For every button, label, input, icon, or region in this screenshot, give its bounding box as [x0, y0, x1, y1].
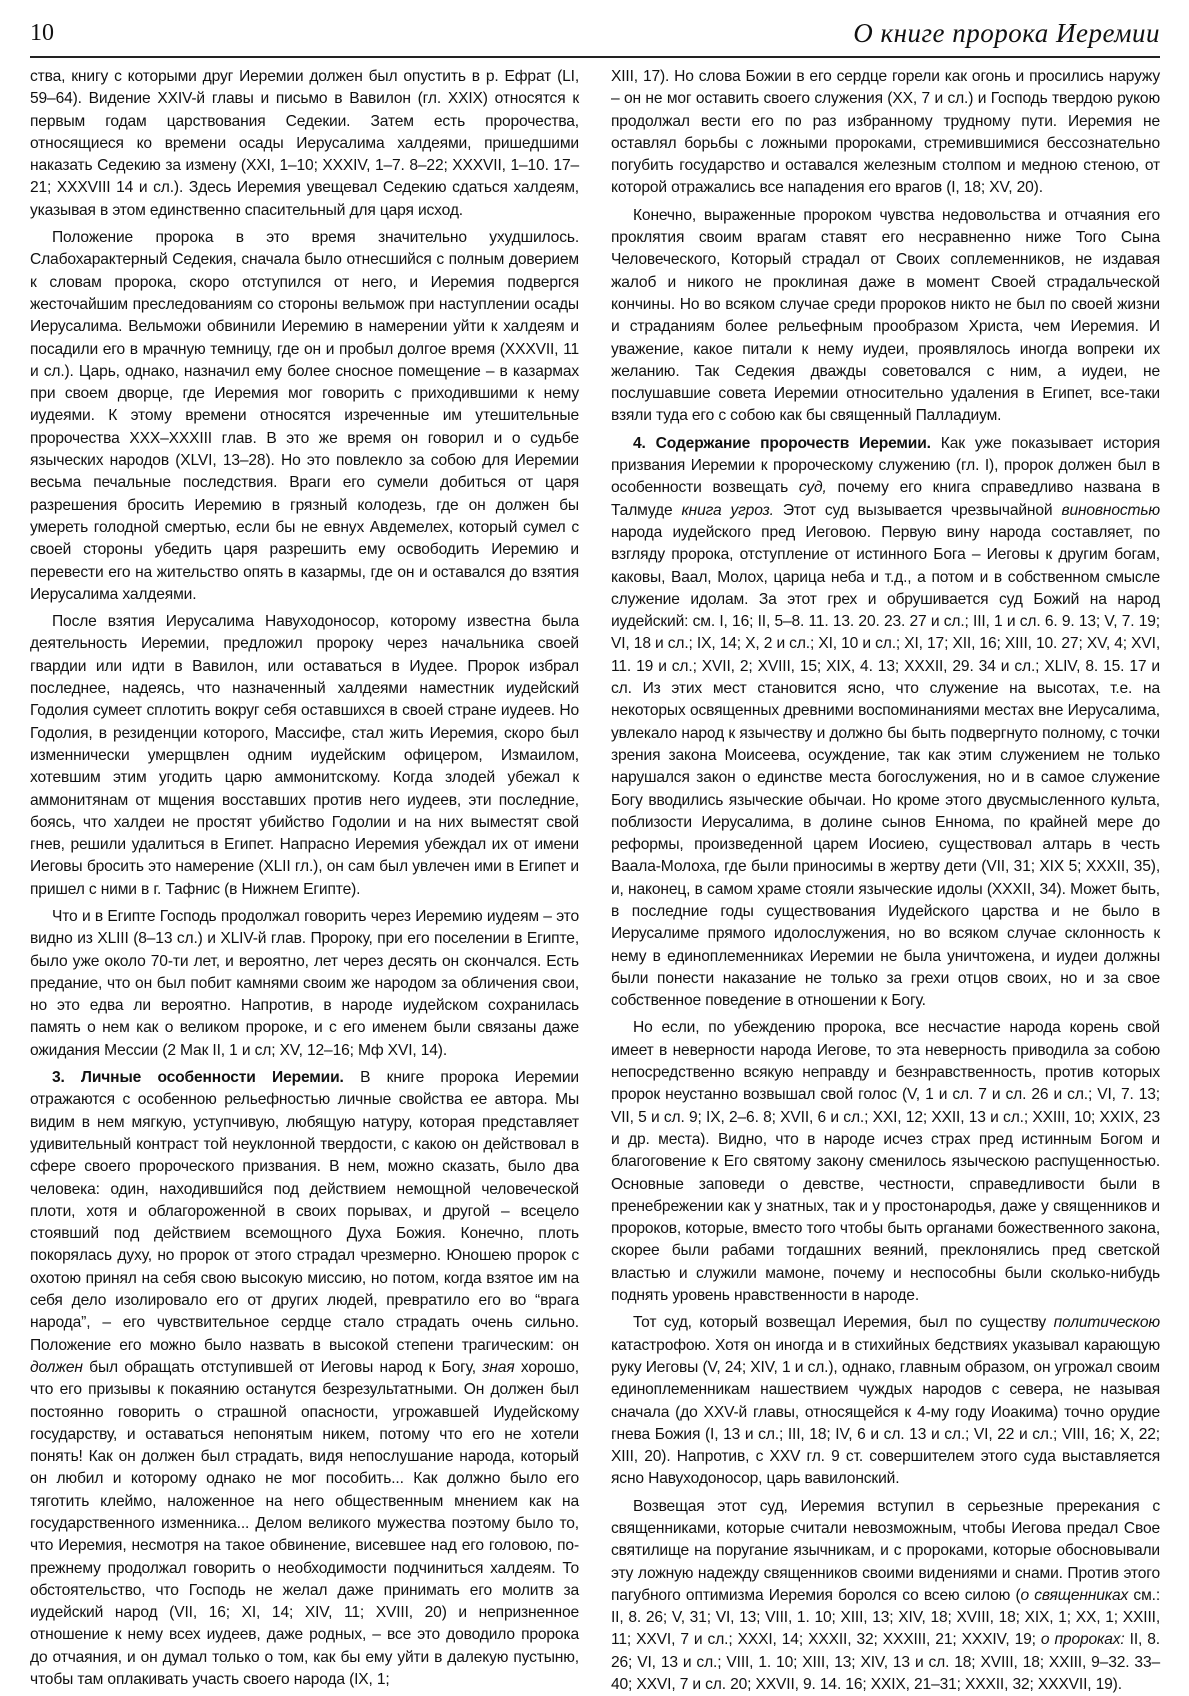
text-run: народа иудейского пред Иеговою. Первую вину народа составляет, по взгляду пророка, отступление от истинного Бога – Иеговы к другим богам, каковы, Ваал, Молох, царица неба и т.д., а потом и в собственном смысле служение идолам. За этот грех и обрушивается суд Божий на народ иудейский: см. I, 16; II, 5–8. 11. 13. 20. 23. 27 и сл.; III, 1 и сл. 6. 9. 13; V, 7. 19; VI, 18 и сл.; IX, 14; X, 2 и сл.; XI, 10 и сл.; XI, 17; XII, 16; XIII, 10. 27; XV, 4; XVI, 11. 19 и сл.; XVII, 2; XVIII, 15; XIX, 4. 13; XXXII, 29. 34 и сл.; XLIV, 8. 15. 17 и сл. Из этих мест становится ясно, что служение на высотах, т.е. на некоторых освященных древними воспоминаниями местах вне Иерусалима, увлекало народ к язычеству и должно бы быть подвергнуто полному, с точки зрения закона Моисеева, осуждение, так как этим служением не только нарушался закон о единстве места богослужения, но и в самое служение Богу вводились языческие обычаи. Но кроме этого двусмысленного культа, поблизости Иерусалима, в долине сынов Еннома, по крайней мере до реформы, произведенной царем Иосиею, существовал алтарь в честь Ваала-Молоха, где были приносимы в жертву дети (VII, 31; XIX 5; XXXII, 35), и, наконец, в самом храме стояли языческие идолы (XXXII, 34). Может быть, в последние годы существования Иудейского царства и не было в Иерусалиме прямого идолослужения, но во всяком случае склонность к нему в единоплеменниках Иеремии не была уничтожена, и иудеи должны были понести наказание не только за грехи отцов своих, но и за свое собственное поведение в отношении к Богу.	[611, 523, 1161, 1010]
text-run: был обращать отступившей от Иеговы народ к Богу,	[82, 1358, 483, 1376]
text-run: Тот суд, который возвещал Иеремия, был по существу	[633, 1314, 1054, 1332]
text-run: Как уже показывает история призвания Иеремии к пророческому служению (гл. I), пророк должен был в особенности возвещать	[611, 434, 1160, 497]
right-column	[611, 66, 1161, 1694]
italic-run: книга угроз.	[681, 501, 774, 519]
text-run: В книге пророка Иеремии отражаются с особенною рельефностью личные свойства ее автора. Мы видим в нем мягкую, уступчивую, любящую натуру, которая представляет удивительный контраст той неуклонной твердости, с какою он действовал в сфере своего пророческого призвания. В нем, можно сказать, было два человека: один, находившийся под действием немощной человеческой плоти, хотя и облагороженной в своих порывах, и другой – всецело стоявший под действием всемощного Духа Божия. Конечно, плоть покорялась духу, но пророк от этого страдал чрезмерно. Юношею пророк с охотою принял на себя свою высокую миссию, но потом, когда взятое им на себя дело изолировало его от других людей, превратило его во “врага народа”, – его чувствительное сердце стало страдать очень сильно. Положение его можно было назвать в высокой степени трагическим: он	[30, 1069, 579, 1354]
section-4-paragraph	[611, 433, 1160, 1013]
italic-run: зная	[482, 1358, 515, 1376]
text-run: II, 8. 26; VI, 13 и сл.; VIII, 1. 10; XIII, 13; XIV, 13 и сл. 18; XVIII, 18; XXIII, 9–32. 33–40; XXVI, 7 и сл. 20; XXVII, 9. 14. 16; XXIX, 21–31; XXXII, 32; XXXVII, 19).	[611, 1631, 1160, 1694]
paragraph: После взятия Иерусалима Навуходоносор, которому известна была деятельность Иеремии, предложил пророку через начальника своей гвардии или идти в Вавилон, или оставаться в Иудее. Пророк избрал последнее, надеясь, что назначенный халдеями наместник иудейский Годолия сумеет сплотить вокруг себя оставшихся в своей стране иудеев. Но Годолия, в резиденции которого, Массифе, стал жить Иеремия, скоро был изменнически умерщвлен одним иудейским офицером, Измаилом, хотевшим этим угодить царю аммонитскому. Когда злодей убежал к аммонитянам от мщения восставших против него иудеев, эти последние, боясь, что халдеи не простят убийство Годолии и на них выместят свой гнев, решили удалиться в Египет. Напрасно Иеремия убеждал их от имени Иеговы бросить это намерение (XLII гл.), он сам был увлечен ими в Египет и пришел с ними в г. Тафнис (в Нижнем Египте).	[30, 613, 579, 898]
section-heading: 4. Содержание пророчеств Иеремии.	[633, 434, 931, 452]
italic-run: о священниках	[1020, 1586, 1129, 1604]
italic-run: должен	[30, 1358, 83, 1376]
italic-run: виновностью	[1061, 501, 1160, 519]
text-run: Возвещая этот суд, Иеремия вступил в серьезные пререкания с священниками, которые считали невозможным, чтобы Иегова предал Свое святилище на поругание язычникам, и с пророками, которые обосновывали эту ложную надежду священников своими видениями и снами. Против этого пагубного оптимизма Иеремия боролся со всею силою (	[611, 1497, 1160, 1604]
text-run: см.: II, 8. 26; V, 31; VI, 13; VIII, 1. 10; XIII, 13; XIV, 18; XVIII, 18; XIX, 1; XX, 1; XXIII, 11; XXVI, 7 и сл.; XXXI, 14; XXXII, 32; XXXIII, 21; XXXIV, 19;	[611, 1586, 1160, 1649]
section-heading: 3. Личные особенности Иеремии.	[52, 1069, 344, 1087]
text-run: Этот суд вызывается чрезвычайной	[773, 501, 1062, 519]
page-number: 10	[30, 20, 54, 46]
paragraph: ства, книгу с которыми друг Иеремии должен был опустить в р. Ефрат (LI, 59–64). Видение XXIV-й главы и письмо в Вавилон (гл. XXIX) относятся к первым годам царствования Седекии. Затем есть пророчества, относящиеся ко времени осады Иерусалима халдеями, пришедшими наказать Седекию за измену (XXI, 1–10; XXXIV, 1–7. 8–22; XXXVII, 1–10. 17–21; XXXVIII 14 и сл.). Здесь Иеремия увещевал Седекию сдаться халдеям, указывая в этом единственно спасительный для царя исход.	[30, 68, 579, 219]
italic-run: суд,	[798, 479, 827, 497]
page-header	[30, 14, 1160, 56]
paragraph	[611, 1312, 1160, 1490]
text-run: хорошо, что его призывы к покаянию останутся безрезультатными. Он должен был постоянно говорить о страшной опасности, угрожавшей Иудейскому государству, и оставаться непонятым никем, потому что его не хотели понять! Как он должен был страдать, видя непослушание народа, который он любил и которому однако не мог пособить... Как должно было его тяготить клеймо, наложенное на него общественным мнением как на государственного изменника... Делом великого мужества поэтому было то, что Иеремия, несмотря на такое обвинение, висевшее над его головою, по-прежнему продолжал говорить о необходимости подчиниться халдеям. То обстоятельство, что Господь не желал даже принимать его молитв за иудейский народ (VII, 16; XI, 14; XIV, 11; XVIII, 20) и непризненное отношение к нему всех иудеев, даже родных, – все это доводило пророка до отчаяния, и он думал только о том, как бы ему уйти в далекую пустыню, чтобы там оплакивать участь своего народа (IX, 1;	[30, 1358, 579, 1689]
paragraph	[611, 1496, 1160, 1696]
italic-run: о пророках:	[1040, 1631, 1125, 1649]
paragraph: Что и в Египте Господь продолжал говорить через Иеремию иудеям – это видно из XLIII (8–13 сл.) и XLIV-й глав. Пророку, при его поселении в Египте, было уже около 70-ти лет, и вероятно, лет через десять он скончался. Есть предание, что он был побит камнями своим же народом за обличения свои, но это едва ли вероятно. Напротив, в народе иудейском сохранилась память о нем как о великом пророке, и с его именем были связаны даже ожидания Мессии (2 Мак II, 1 и сл; XV, 12–16; Мф XVI, 14).	[30, 907, 579, 1059]
paragraph: Конечно, выраженные пророком чувства недовольства и отчаяния его проклятия своим врагам ставят его несравненно ниже Того Сына Человеческого, Который страдал от Своих соплеменников, не издавая жалоб и никого не проклиная даже в момент Своей страдальческой кончины. Но во всяком случае среди пророков никто не был по своей жизни и страданиям более рельефным прообразом Христа, чем Иеремия. И уважение, какое питали к нему иудеи, проявлялось иногда вопреки их желанию. Так Седекия дважды советовался с ним, а иудеи, не послушавшие совета Иеремии относительно удаления в Египет, все-таки взяли туда его с собою как бы священный Палладиум.	[611, 206, 1160, 425]
italic-run: политическою	[1053, 1314, 1160, 1332]
paragraph: XIII, 17). Но слова Божии в его сердце горели как огонь и просились наружу – он не мог оставить своего служения (XX, 7 и сл.) и Господь твердою рукою продолжал вести его по раз избранному трудному пути. Иеремия не оставлял борьбы с ложными пророками, стремившимися бессознательно погубить государство и оставался железным столпом и медною стеною, от которой отражались все нападения его врагов (I, 18; XV, 20).	[611, 68, 1160, 197]
section-3-paragraph	[30, 1067, 579, 1691]
left-column	[30, 66, 579, 1689]
header-rule	[30, 56, 1160, 58]
paragraph: Но если, по убеждению пророка, все несчастие народа корень свой имеет в неверности народа Иегове, то эта неверность приводила за собою непосредственно всякую неправду и безнравственность, против которых пророк неустанно возвышал свой голос (V, 1 и сл. 7 и сл. 26 и сл.; VI, 7. 13; VII, 5 и сл. 9; IX, 2–6. 8; XVII, 6 и сл.; XXI, 12; XXII, 13 и сл.; XXIII, 10; XXIX, 23 и др. места). Видно, что в народе исчез страх пред истинным Богом и благоговение к Его святому закону сменилось языческою распущенностью. Основные заповеди о девстве, честности, справедливости были в пренебрежении как у знатных, так и у простонародья, даже у священников и пророков, которые, вместо того чтобы быть органами божественного закона, скорее были рабами тогдашних веяний, преклонялись пред светской властью и служили мамоне, почему и неспособны были сколько-нибудь поднять уровень нравственности в народе.	[611, 1019, 1160, 1305]
text-run: почему его книга справедливо названа в Талмуде	[611, 479, 1160, 519]
paragraph: Положение пророка в это время значительно ухудшилось. Слабохарактерный Седекия, сначала было отнесшийся с полным доверием к словам пророка, скоро отступился от него, и Иеремия подвергся жесточайшим преследованиям со стороны вельмож при наступлении осады Иерусалима. Вельможи обвинили Иеремию в намерении уйти к халдеям и посадили его в мрачную темницу, где он и пробыл долгое время (XXXVII, 11 и сл.). Царь, однако, назначил ему более сносное помещение – в казармах при своем дворце, где Иеремия мог говорить с приходившими к нему иудеями. К этому времени относятся изреченные им утешительные пророчества XXX–XXXIII глав. В это же время он говорил и о судьбе языческих народов (XLVI, 13–28). Но это повлекло за собою для Иеремии весьма печальные последствия. Враги его сумели добиться от царя разрешения бросить Иеремию в грязный колодезь, где он должен бы умереть голодной смертью, если бы не евнух Авдемелех, который сумел с своей стороны убедить царя разрешить ему освободить Иеремию и перевести его на жительство опять в казармы, где он и оставался до взятия Иерусалима халдеями.	[30, 229, 579, 603]
running-title: О книге пророка Иеремии	[853, 18, 1160, 48]
text-run: катастрофою. Хотя он иногда и в стихийных бедствиях указывал карающую руку Иеговы (V, 24; XIV, 1 и сл.), однако, главным образом, он угрожал своим единоплеменникам нашествием чуждых народов с севера, не называя сначала (до XXV-й главы, относящейся к 4-му году Иоакима) точно орудие гнева Божия (I, 13 и сл.; III, 18; IV, 6 и сл. 13 и сл.; VI, 22 и сл.; VIII, 16; X, 22; XIII, 20). Напротив, с XXV гл. 9 ст. совершителем этого суда выставляется ясно Навуходоносор, царь вавилонский.	[611, 1336, 1160, 1488]
